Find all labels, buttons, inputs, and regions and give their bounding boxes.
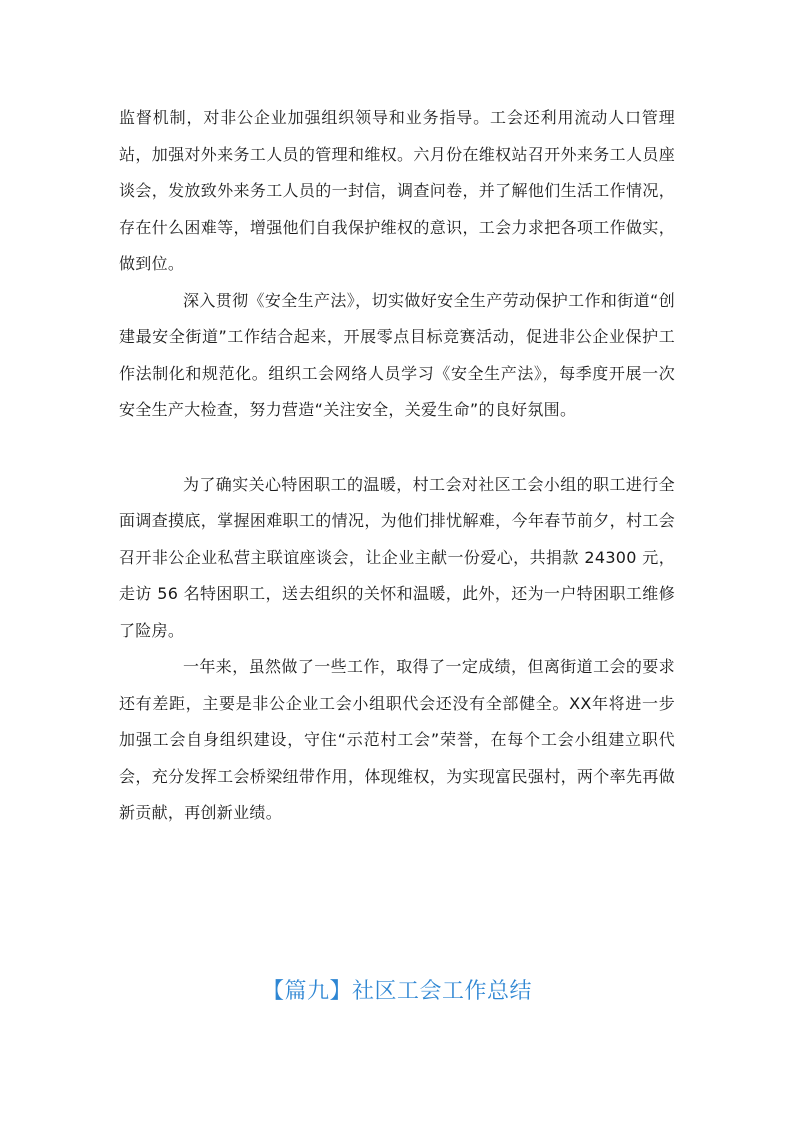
document-body — [119, 100, 675, 832]
paragraph-worker-rights: 监督机制，对非公企业加强组织领导和业务指导。工会还利用流动人口管理站，加强对外来务工人员的管理和维权。六月份在维权站召开外来务工人员座谈会，发放致外来务工人员的一封信，调查问卷，并了解他们生活工作情况，存在什么困难等，增强他们自我保护维权的意识，工会力求把各项工作做实，做到位。 — [119, 108, 675, 273]
paragraph-year-summary: 一年来，虽然做了一些工作，取得了一定成绩，但离街道工会的要求还有差距，主要是非公企业工会小组职代会还没有全部健全。XX年将进一步加强工会自身组织建设，守住“示范村工会”荣誉，在每个工会小组建立职代会，充分发挥工会桥梁纽带作用，体现维权，为实现富民强村，两个率先再做新贡献，再创新业绩。 — [119, 657, 675, 822]
paragraph-safety-production: 深入贯彻《安全生产法》，切实做好安全生产劳动保护工作和街道“创建最安全街道”工作结合起来，开展零点目标竞赛活动，促进非公企业保护工作法制化和规范化。组织工会网络人员学习《安全生产法》，每季度开展一次安全生产大检查，努力营造“关注安全，关爱生命”的良好氛围。 — [119, 290, 675, 419]
paragraph-hardship-workers: 为了确实关心特困职工的温暖，村工会对社区工会小组的职工进行全面调查摸底，掌握困难职工的情况，为他们排忧解难，今年春节前夕，村工会召开非公企业私营主联谊座谈会，让企业主献一份爱心，共捐款 24300 元，走访 56 名特困职工，送去组织的关怀和温暖，此外，还为一户特困职工维修了险房。 — [119, 474, 675, 640]
paragraph-gap — [119, 429, 675, 467]
section-heading: 【篇九】社区工会工作总结 — [261, 979, 532, 1004]
